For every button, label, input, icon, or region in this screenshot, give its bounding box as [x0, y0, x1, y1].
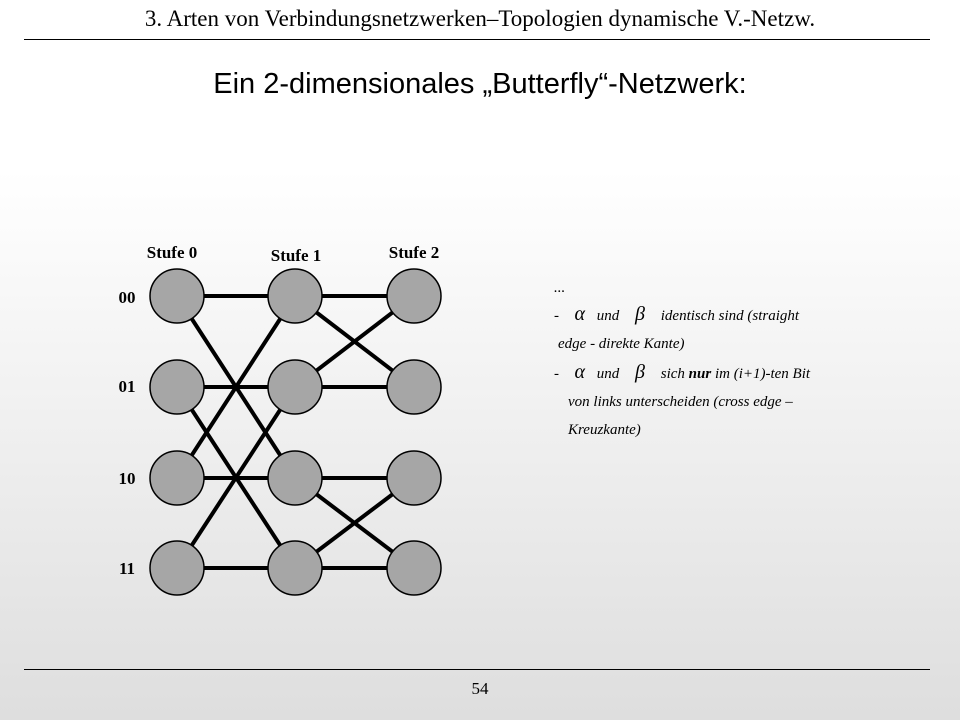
notes-ellipsis: ...	[554, 280, 566, 296]
note-item-cross	[554, 360, 810, 388]
note-dash: -	[554, 308, 559, 324]
row-label: 01	[118, 377, 136, 396]
note-item-cross-cont: Kreuzkante)	[568, 422, 641, 438]
network-node	[150, 541, 204, 595]
notes-panel	[554, 274, 810, 444]
slide-title: Ein 2-dimensionales „Butterfly“-Netzwerk:	[213, 68, 747, 100]
note-item-straight-cont: edge - direkte Kante)	[558, 336, 685, 352]
network-node	[268, 269, 322, 323]
network-node	[150, 451, 204, 505]
stage-label: Stufe 0	[146, 243, 198, 262]
note-und: und	[596, 366, 620, 382]
beta-symbol: β	[635, 361, 645, 383]
nodes-layer	[150, 269, 441, 595]
footer-divider	[24, 669, 930, 670]
note-text: sich	[660, 366, 685, 382]
header-title: 3. Arten von Verbindungsnetzwerken–Topologien dynamische V.-Netzw.	[144, 6, 816, 31]
edges-layer	[177, 296, 414, 568]
note-und: und	[596, 308, 620, 324]
note-text: im (i+1)-ten Bit	[714, 366, 811, 382]
note-text: identisch sind (straight	[660, 308, 800, 324]
network-node	[268, 360, 322, 414]
network-node	[150, 269, 204, 323]
network-node	[150, 360, 204, 414]
note-emphasis: nur	[688, 366, 712, 382]
row-label: 10	[118, 469, 136, 488]
note-dash: -	[554, 366, 559, 382]
page-number: 54	[471, 679, 489, 698]
note-item-cross-cont: von links unterscheiden (cross edge –	[568, 394, 793, 410]
network-node	[268, 451, 322, 505]
network-node	[268, 541, 322, 595]
note-item-straight	[554, 302, 810, 330]
row-label: 11	[118, 559, 136, 578]
network-node	[387, 451, 441, 505]
stage-label: Stufe 1	[270, 246, 322, 265]
network-node	[387, 269, 441, 323]
row-label: 00	[118, 288, 136, 307]
network-node	[387, 541, 441, 595]
network-node	[387, 360, 441, 414]
beta-symbol: β	[635, 303, 645, 325]
alpha-symbol: α	[574, 361, 585, 383]
stage-label: Stufe 2	[388, 243, 440, 262]
alpha-symbol: α	[574, 303, 585, 325]
